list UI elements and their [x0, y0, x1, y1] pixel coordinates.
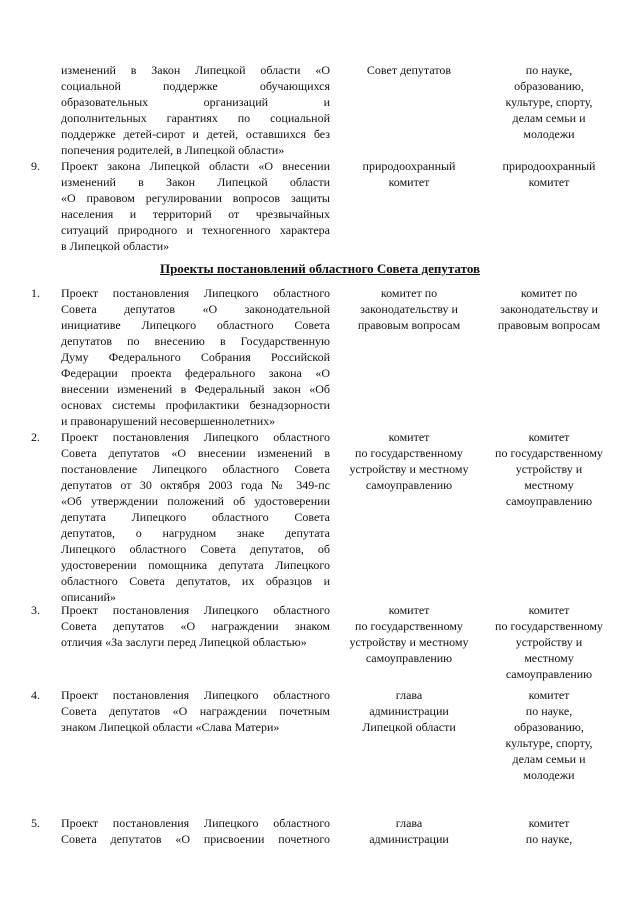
- cell-line: делам семьи и: [512, 752, 586, 766]
- cell-line: правовым вопросам: [497, 318, 601, 332]
- cell-line: комитет: [388, 175, 430, 189]
- row-submitter: [340, 687, 478, 735]
- cell-line: комитет: [528, 688, 570, 702]
- cell-line: Совет депутатов: [366, 63, 452, 77]
- desc-line: поддержке детей-сирот и детей, оставшихся без: [61, 127, 330, 141]
- desc-line: Проект постановления Липецкого областного: [61, 430, 330, 444]
- row-responsible-committee: [487, 687, 611, 783]
- cell-line: по государственному: [355, 446, 463, 460]
- desc-line: основах системы профилактики безнадзорности: [61, 398, 330, 412]
- desc-line: депутата Липецкого областного Совета: [61, 510, 330, 524]
- row-number: 4.: [31, 688, 40, 702]
- cell-line: администрации: [369, 704, 449, 718]
- cell-line: по государственному: [355, 619, 463, 633]
- desc-line: инициативе Липецкого областного Совета: [61, 318, 330, 332]
- desc-line: депутатов, о нагрудном знаке депутата: [61, 526, 330, 540]
- row-description: [61, 429, 330, 605]
- cell-line: комитет: [528, 175, 570, 189]
- cell-line: глава: [395, 688, 423, 702]
- row-number: 1.: [31, 286, 40, 300]
- cell-line: делам семьи и: [512, 111, 586, 125]
- cell-line: комитет по: [520, 286, 578, 300]
- row-responsible-committee: [487, 285, 611, 333]
- cell-line: образованию,: [514, 720, 584, 734]
- cell-line: местному: [524, 478, 574, 492]
- desc-line: Совета депутатов «О присвоении почетного: [61, 832, 330, 846]
- desc-line: Совета депутатов «О награждении почетным: [61, 704, 330, 718]
- desc-line: знаком Липецкой области «Слава Матери»: [61, 720, 280, 734]
- row-description: [61, 158, 330, 254]
- row-responsible-committee: [487, 158, 611, 190]
- desc-line: Проект постановления Липецкого областного: [61, 603, 330, 617]
- row-submitter: [340, 429, 478, 493]
- cell-line: по науке,: [525, 832, 573, 846]
- cell-line: природоохранный: [502, 159, 596, 173]
- desc-line: попечения родителей, в Липецкой области»: [61, 143, 285, 157]
- desc-line: изменений в Закон Липецкой области: [61, 175, 330, 189]
- desc-line: удостоверении помощника депутата Липецкого: [61, 558, 330, 572]
- cell-line: по науке,: [525, 704, 573, 718]
- cell-line: культуре, спорту,: [505, 95, 593, 109]
- row-number: 5.: [31, 816, 40, 830]
- cell-line: глава: [395, 816, 423, 830]
- desc-line: образовательных организаций и: [61, 95, 330, 109]
- row-responsible-committee: [487, 62, 611, 142]
- desc-line: Проект постановления Липецкого областного: [61, 286, 330, 300]
- cell-line: по государственному: [495, 619, 603, 633]
- desc-line: «О правовом регулировании вопросов защиты: [61, 191, 330, 205]
- cell-line: самоуправлению: [365, 651, 453, 665]
- cell-line: комитет по: [380, 286, 438, 300]
- cell-line: культуре, спорту,: [505, 736, 593, 750]
- cell-line: молодежи: [523, 768, 575, 782]
- row-description: [61, 602, 330, 650]
- desc-line: «Об утверждении положений об удостоверении: [61, 494, 330, 508]
- cell-line: устройству и местному: [349, 635, 469, 649]
- row-responsible-committee: [487, 602, 611, 682]
- row-submitter: [340, 62, 478, 78]
- cell-line: природоохранный: [362, 159, 456, 173]
- desc-line: дополнительных гарантиях по социальной: [61, 111, 330, 125]
- desc-line: Федерации проекта федерального закона «О: [61, 366, 330, 380]
- cell-line: устройству и: [515, 635, 583, 649]
- row-description: [61, 285, 330, 429]
- row-submitter: [340, 815, 478, 847]
- desc-line: внесении изменений в Федеральный закон «Об: [61, 382, 330, 396]
- cell-line: комитет: [528, 816, 570, 830]
- row-responsible-committee: [487, 429, 611, 509]
- desc-line: населения и территорий от чрезвычайных: [61, 207, 330, 221]
- desc-line: Липецкого областного Совета депутатов, об: [61, 542, 330, 556]
- desc-line: Совета депутатов «О награждении знаком: [61, 619, 330, 633]
- cell-line: устройству и местному: [349, 462, 469, 476]
- row-submitter: [340, 602, 478, 666]
- row-description: [61, 62, 330, 158]
- desc-line: областного Совета депутатов, их образцов и: [61, 574, 330, 588]
- row-number: 2.: [31, 430, 40, 444]
- cell-line: законодательству и: [360, 302, 458, 316]
- row-submitter: [340, 158, 478, 190]
- desc-line: отличия «За заслуги перед Липецкой областью»: [61, 635, 307, 649]
- cell-line: по науке,: [525, 63, 573, 77]
- desc-line: депутатов по внесению в Государственную: [61, 334, 330, 348]
- cell-line: устройству и: [515, 462, 583, 476]
- cell-line: самоуправлению: [365, 478, 453, 492]
- desc-line: Проект постановления Липецкого областного: [61, 816, 330, 830]
- cell-line: администрации: [369, 832, 449, 846]
- row-responsible-committee: [487, 815, 611, 847]
- desc-line: Совета депутатов «О внесении изменений в: [61, 446, 330, 460]
- cell-line: комитет: [528, 430, 570, 444]
- desc-line: постановление Липецкого областного Совета: [61, 462, 330, 476]
- desc-line: Совета депутатов «О законодательной: [61, 302, 330, 316]
- desc-line: Думу Федерального Собрания Российской: [61, 350, 330, 364]
- row-description: [61, 687, 330, 735]
- cell-line: молодежи: [523, 127, 575, 141]
- cell-line: комитет: [528, 603, 570, 617]
- cell-line: самоуправлению: [505, 494, 593, 508]
- cell-line: правовым вопросам: [357, 318, 461, 332]
- cell-line: комитет: [388, 603, 430, 617]
- cell-line: по государственному: [495, 446, 603, 460]
- row-number: 9.: [31, 159, 40, 173]
- section-heading: Проекты постановлений областного Совета депутатов: [159, 261, 481, 276]
- row-number: 3.: [31, 603, 40, 617]
- desc-line: депутатов от 30 октября 2003 года № 349-пс: [61, 478, 330, 492]
- desc-line: в Липецкой области»: [61, 239, 170, 253]
- desc-line: Проект постановления Липецкого областного: [61, 688, 330, 702]
- row-submitter: [340, 285, 478, 333]
- row-description: [61, 815, 330, 847]
- cell-line: Липецкой области: [362, 720, 456, 734]
- cell-line: образованию,: [514, 79, 584, 93]
- desc-line: описаний»: [61, 590, 116, 604]
- cell-line: самоуправлению: [505, 667, 593, 681]
- cell-line: законодательству и: [500, 302, 598, 316]
- desc-line: Проект закона Липецкой области «О внесении: [61, 159, 330, 173]
- cell-line: комитет: [388, 430, 430, 444]
- desc-line: изменений в Закон Липецкой области «О: [61, 63, 330, 77]
- desc-line: социальной поддержке обучающихся: [61, 79, 330, 93]
- desc-line: и правонарушений несовершеннолетних»: [61, 414, 276, 428]
- desc-line: ситуаций природного и техногенного характера: [61, 223, 330, 237]
- cell-line: местному: [524, 651, 574, 665]
